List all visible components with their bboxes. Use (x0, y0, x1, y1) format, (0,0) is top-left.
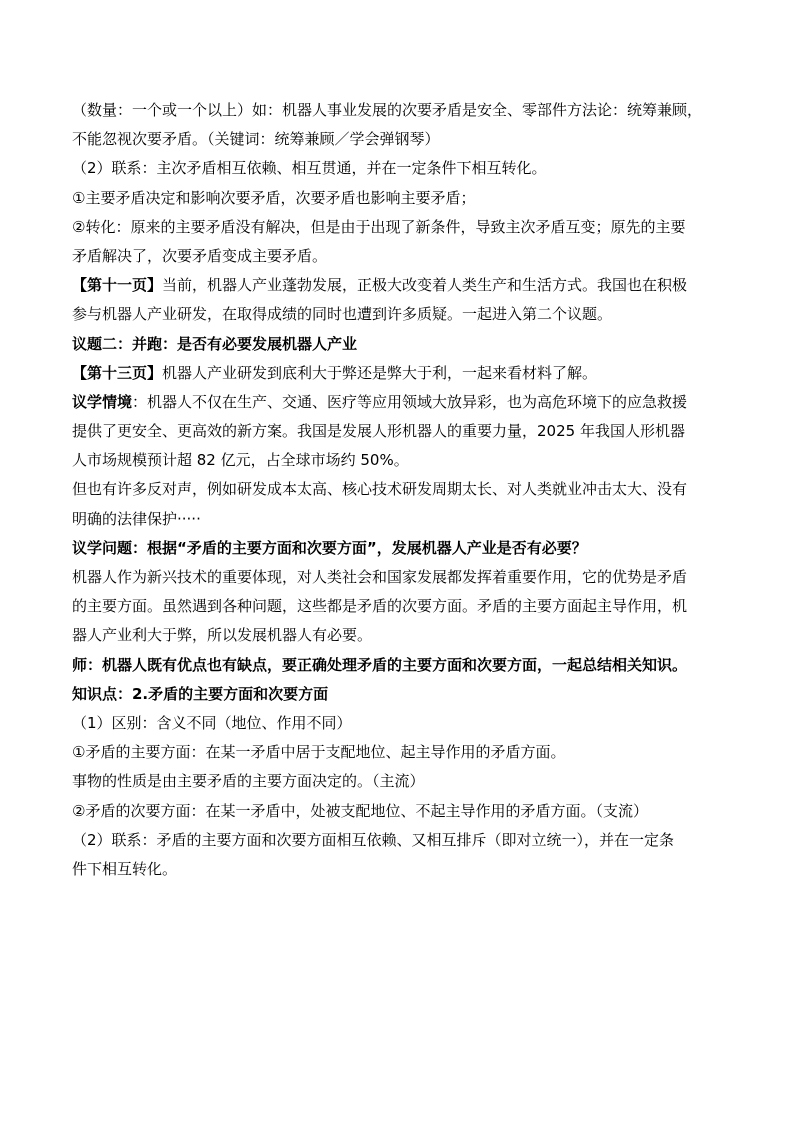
line-text: 器人产业利大于弊，所以发展机器人有必要。 (72, 626, 373, 645)
line-text: 件下相互转化。 (72, 859, 178, 878)
text-line (72, 154, 732, 183)
text-line (72, 96, 732, 125)
text-line (72, 621, 732, 650)
line-text: 当前，机器人产业蓬勃发展，正极大改变着人类生产和生活方式。我国也在积极 (162, 276, 688, 295)
line-text: 不能忽视次要矛盾。（关键词：统筹兼顾／学会弹钢琴） (72, 130, 440, 149)
line-text: （2）联系：主次矛盾相互依赖、相互贯通，并在一定条件下相互转化。 (72, 159, 547, 178)
text-line (72, 709, 732, 738)
line-text: 矛盾解决了，次要矛盾变成主要矛盾。 (72, 246, 328, 265)
bold-text-line (72, 651, 732, 680)
line-text: 议学问题：根据“矛盾的主要方面和次要方面”，发展机器人产业是否有必要？ (72, 538, 587, 557)
text-line (72, 388, 732, 417)
line-text: 事物的性质是由主要矛盾的主要方面决定的。（主流） (72, 772, 425, 791)
text-line (72, 125, 732, 154)
text-line (72, 826, 732, 855)
line-text: 人市场规模预计超 82 亿元，占全球市场约 50%。 (72, 451, 409, 470)
line-text: 机器人作为新兴技术的重要体现，对人类社会和国家发展都发挥着重要作用，它的优势是矛盾 (72, 568, 688, 586)
text-line (72, 184, 732, 213)
line-text: 参与机器人产业研发，在取得成绩的同时也遭到许多质疑。一起进入第二个议题。 (72, 305, 613, 324)
line-text: 议题二：并跑：是否有必要发展机器人产业 (72, 334, 358, 353)
line-text: ：机器人不仅在生产、交通、医疗等应用领域大放异彩，也为高危环境下的应急救援 (132, 392, 688, 411)
bold-text-line (72, 680, 732, 709)
text-line (72, 855, 732, 884)
line-text: 但也有许多反对声，例如研发成本太高、核心技术研发周期太长、对人类就业冲击太大、没有 (72, 480, 688, 499)
line-text: （1）区别：含义不同（地位、作用不同） (72, 713, 352, 732)
line-text: ①矛盾的主要方面：在某一矛盾中居于支配地位、起主导作用的矛盾方面。 (72, 743, 566, 762)
text-line (72, 359, 732, 388)
text-line (72, 242, 732, 271)
text-line (72, 767, 732, 796)
line-text: 知识点：2.矛盾的主要方面和次要方面 (72, 684, 329, 703)
line-text: （数量：一个或一个以上）如：机器人事业发展的次要矛盾是安全、零部件方法论：统筹兼顾， (72, 101, 703, 119)
line-text: ①主要矛盾决定和影响次要矛盾，次要矛盾也影响主要矛盾； (72, 188, 476, 207)
text-line (72, 271, 732, 300)
line-text: 师：机器人既有优点也有缺点，要正确处理矛盾的主要方面和次要方面，一起总结相关知识。 (72, 655, 688, 674)
text-line (72, 213, 732, 242)
line-text: ②转化：原来的主要矛盾没有解决，但是由于出现了新条件，导致主次矛盾互变；原先的主要 (72, 217, 686, 236)
bold-prefix: 【第十一页】 (72, 276, 163, 295)
text-line (72, 738, 732, 767)
line-text: 机器人产业研发到底利大于弊还是弊大于利，一起来看材料了解。 (162, 363, 598, 382)
text-line (72, 563, 732, 592)
line-text: （2）联系：矛盾的主要方面和次要方面相互依赖、又相互排斥（即对立统一），并在一定条 (72, 830, 675, 849)
text-line (72, 797, 732, 826)
line-text: 的主要方面。虽然遇到各种问题，这些都是矛盾的次要方面。矛盾的主要方面起主导作用，机 (72, 597, 688, 616)
text-line (72, 300, 732, 329)
line-text: ②矛盾的次要方面：在某一矛盾中，处被支配地位、不起主导作用的矛盾方面。（支流） (72, 801, 648, 820)
text-line (72, 446, 732, 475)
bold-text-line (72, 534, 732, 563)
text-line (72, 505, 732, 534)
text-line (72, 475, 732, 504)
bold-prefix: 【第十三页】 (72, 363, 163, 382)
text-line (72, 417, 732, 446)
line-text: 明确的法律保护····· (72, 509, 201, 528)
bold-text-line (72, 330, 732, 359)
document-body (72, 96, 732, 884)
text-line (72, 592, 732, 621)
line-text: 提供了更安全、更高效的新方案。我国是发展人形机器人的重要力量，2025 年我国人形机器 (72, 422, 685, 441)
bold-prefix: 议学情境 (72, 392, 133, 411)
